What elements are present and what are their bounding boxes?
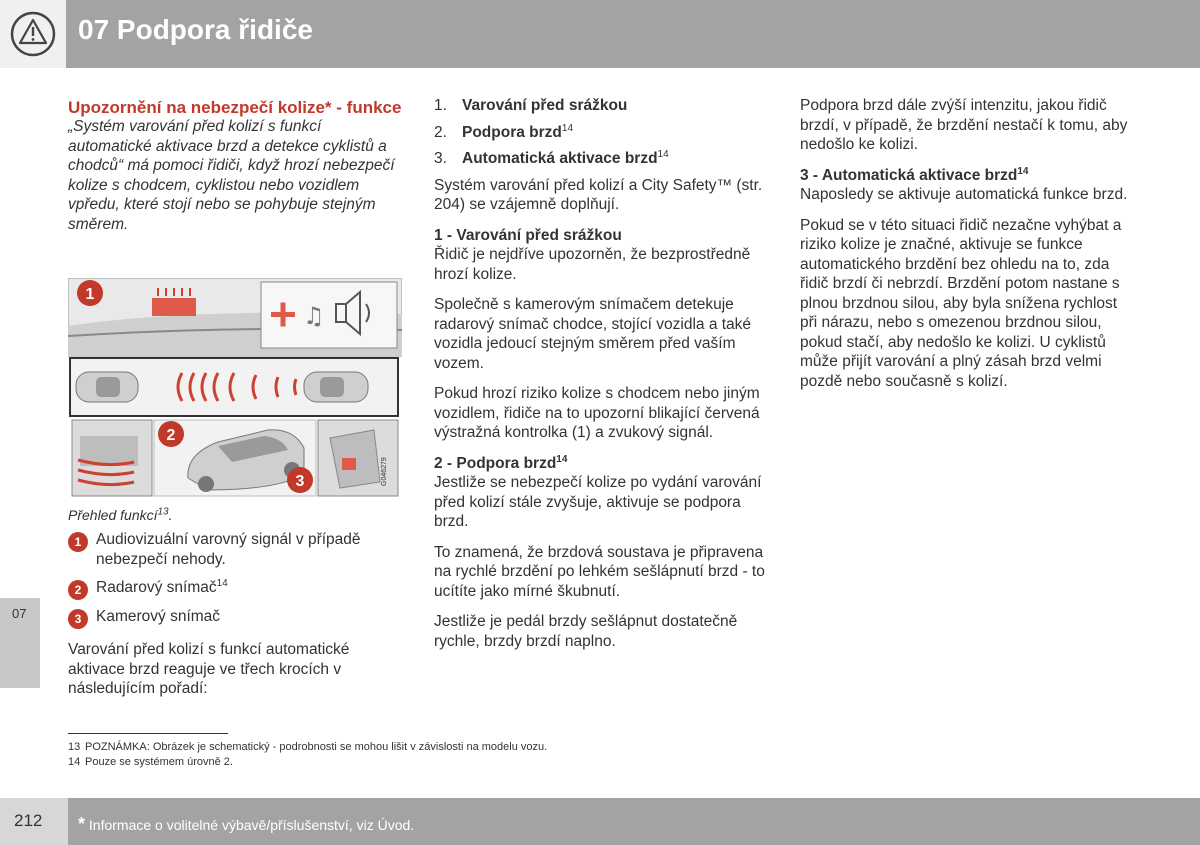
- page-header: [0, 0, 1200, 68]
- steps-list: [434, 96, 769, 169]
- legend-item: 2 Radarový snímač$^{14}$: [68, 578, 403, 598]
- paragraph: Pokud hrozí riziko kolize s chodcem nebo jiným vozidlem, řidiče na to upozorní blikající červená výstražná kontrolka (1) a zvukový signál.: [434, 385, 760, 441]
- front-car-icon: [304, 372, 368, 402]
- footnote: 13 POZNÁMKA: Obrázek je schematický - podrobnosti se mohou lišit v závislosti na modelu vozu.: [68, 741, 548, 753]
- page-number-box: [0, 798, 68, 845]
- legend-badge: 3: [68, 609, 88, 629]
- figure-code: G046279: [381, 457, 388, 486]
- list-item: 3. Automatická aktivace brzd$^{14}$: [434, 148, 669, 167]
- footnote-rule: [68, 733, 228, 734]
- star-icon: *: [78, 814, 86, 834]
- paragraph: Podpora brzd dále zvýší intenzitu, jakou řidič brzdí, v případě, že brzdění nestačí k tomu, aby nedošlo ke kolizi.: [800, 97, 1128, 153]
- legend-item: 1 Audiovizuální varovný signál v případě nebezpečí nehody.: [68, 530, 403, 569]
- steps-intro-text: Varování před kolizí s funkcí automatické aktivace brzd reaguje ve třech krocích v následujícím pořadí:: [68, 641, 350, 697]
- svg-text:3: 3: [295, 473, 305, 490]
- chapter-side-tab-label: 07: [12, 606, 27, 621]
- svg-text:2: 2: [166, 427, 176, 444]
- list-item: 1. Varování před srážkou: [434, 97, 628, 114]
- column-3: [800, 96, 1135, 402]
- section-heading: Upozornění na nebezpečí kolize* - funkce: [68, 98, 402, 117]
- page-title: 07 Podpora řidiče: [78, 14, 313, 45]
- legend-badge: 2: [68, 580, 88, 600]
- warning-triangle-icon: [0, 0, 66, 68]
- paragraph: Systém varování před kolizí a City Safety™ (str. 204) se vzájemně doplňují.: [434, 176, 763, 213]
- legend-item: 3 Kamerový snímač: [68, 607, 403, 627]
- column-2: [434, 96, 769, 662]
- paragraph: Jestliže je pedál brzdy sešlápnut dostatečně rychle, brzdy brzdí naplno.: [434, 613, 738, 650]
- page-number: 212: [14, 811, 43, 830]
- figure-legend: [68, 530, 403, 635]
- subheading: 1 - Varování před srážkou: [434, 226, 622, 244]
- paragraph: Řidič je nejdříve upozorněn, že bezprostředně hrozí kolize.: [434, 246, 751, 283]
- function-overview-figure: [68, 278, 402, 502]
- footer-note: * Informace o volitelné výbavě/příslušenství, viz Úvod.: [78, 814, 415, 834]
- subheading: 2 - Podpora brzd$^{14}$: [434, 453, 568, 472]
- svg-text:1: 1: [85, 286, 95, 303]
- footnotes: [68, 740, 547, 770]
- page-footer: [0, 798, 1200, 845]
- intro-text: „Systém varování před kolizí s funkcí automatické aktivace brzd a detekce cyklistů a chodců“ má pomoci řidiči, když hrozí nebezpečí kolize s chodcem, cyklistou nebo vozidlem vpředu, které stojí nebo se pohybuje stejným směrem.: [68, 118, 395, 233]
- footnote: 14 Pouze se systémem úrovně 2.: [68, 756, 233, 768]
- music-note-icon: ♫: [303, 302, 325, 330]
- own-car-icon: [76, 372, 138, 402]
- column-1: [68, 96, 403, 245]
- subheading: 3 - Automatická aktivace brzd$^{14}$: [800, 165, 1029, 184]
- paragraph: Společně s kamerovým snímačem detekuje radarový snímač chodce, stojící vozidla a také vozidla jedoucí stejným směrem před vaším vozem.: [434, 296, 752, 372]
- list-item: 2. Podpora brzd$^{14}$: [434, 122, 574, 141]
- legend-badge: 1: [68, 532, 88, 552]
- paragraph: Jestliže se nebezpečí kolize po vydání varování před kolizí stále zvyšuje, aktivuje se podpora brzd.: [434, 474, 762, 530]
- paragraph: Pokud se v této situaci řidič nezačne vyhýbat a riziko kolize je značné, aktivuje se funkce automatického brzdění bez ohledu na to, zda řidič brzdí či nebrzdí. Brzdění potom nastane s plnou brzdnou silou, aby byla snížena rychlost při nárazu, nebo s omezenou brzdnou silou, pokud stačí, aby nedošlo ke kolizi. U cyklistů může přijít varování a plný zásah brzd velmi pozdě nebo současně s kolizí.: [800, 216, 1122, 390]
- paragraph: To znamená, že brzdová soustava je připravena na rychlé brzdění po lehkém sešlápnutí brzd - to ucítíte jako mírné škubnutí.: [434, 543, 765, 600]
- header-icon-box: [0, 0, 66, 68]
- paragraph: Naposledy se aktivuje automatická funkce brzd.: [800, 186, 1128, 203]
- figure-caption: Přehled funkcí$^{13}$.: [68, 506, 173, 523]
- chapter-side-tab: [0, 598, 40, 688]
